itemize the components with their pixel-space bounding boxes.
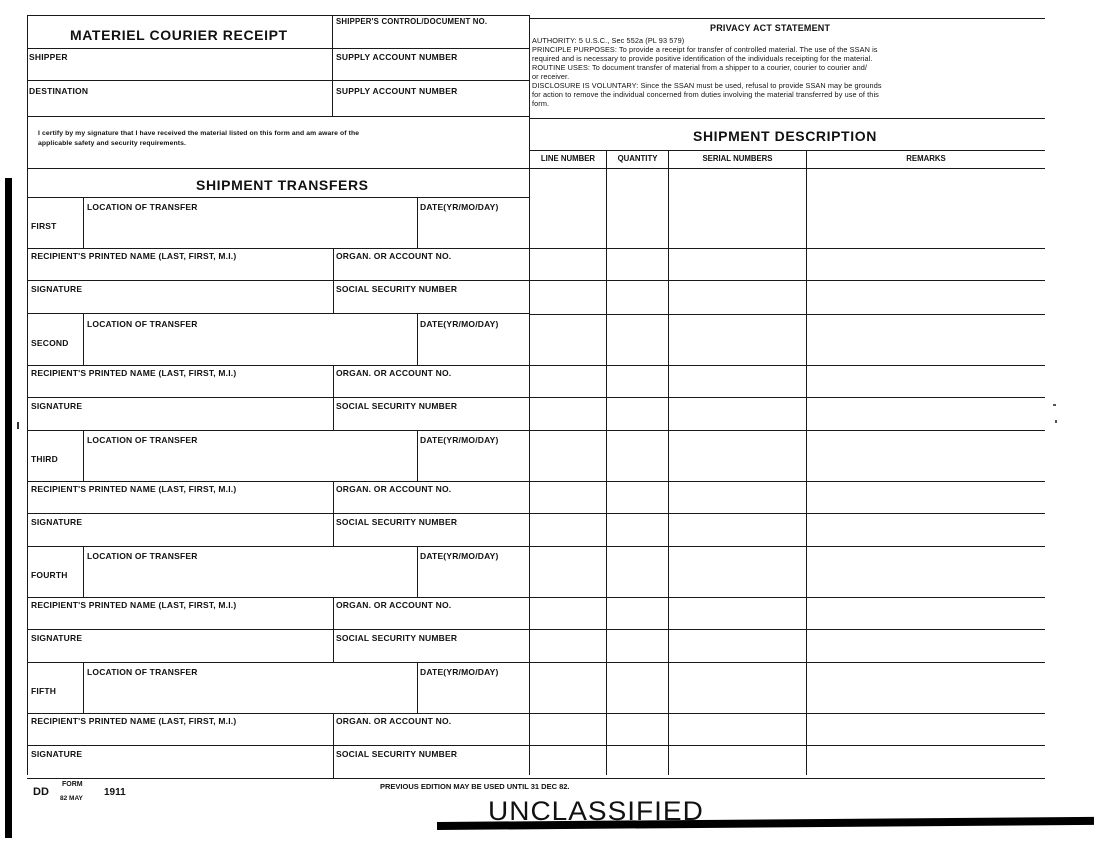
recipient-name-field[interactable]	[30, 611, 329, 628]
privacy-line: AUTHORITY: 5 U.S.C., Sec 552a (PL 93 579)	[532, 36, 685, 45]
privacy-line: for action to remove the individual concerned from duties involving the material transferred by use of this	[532, 90, 879, 99]
serial-numbers-cell[interactable]	[669, 198, 806, 247]
quantity-cell[interactable]	[607, 315, 668, 364]
recipient-name-field[interactable]	[30, 495, 329, 512]
rule-line	[83, 546, 84, 597]
transfer-ordinal: SECOND	[31, 338, 69, 348]
rule-line	[83, 197, 84, 248]
privacy-line: form.	[532, 99, 550, 108]
certification-statement-line2: applicable safety and security requirements.	[38, 140, 186, 147]
footer-form-word: FORM	[62, 781, 83, 788]
remarks-cell[interactable]	[807, 281, 1045, 313]
line-number-cell[interactable]	[530, 547, 606, 596]
quantity-cell[interactable]	[607, 714, 668, 744]
quantity-cell[interactable]	[607, 598, 668, 628]
rule-line	[27, 662, 529, 663]
rule-line	[27, 629, 529, 630]
privacy-line: DISCLOSURE IS VOLUNTARY: Since the SSAN must be used, refusal to provide SSAN may be grounds	[532, 81, 882, 90]
signature-label: SIGNATURE	[31, 633, 83, 643]
location-of-transfer-field[interactable]	[86, 330, 414, 362]
date-label: DATE(YR/MO/DAY)	[420, 667, 499, 677]
line-number-cell[interactable]	[530, 482, 606, 512]
line-number-cell[interactable]	[530, 249, 606, 279]
serial-numbers-cell[interactable]	[669, 663, 806, 712]
col-line-number: LINE NUMBER	[540, 154, 596, 163]
ssn-label: SOCIAL SECURITY NUMBER	[336, 284, 458, 294]
footer-form-number: 1911	[104, 787, 126, 798]
organ-account-label: ORGAN. OR ACCOUNT NO.	[336, 251, 452, 261]
serial-numbers-cell[interactable]	[669, 431, 806, 480]
date-field[interactable]	[420, 678, 526, 710]
remarks-cell[interactable]	[807, 598, 1045, 628]
quantity-cell[interactable]	[607, 431, 668, 480]
scan-speck	[1053, 404, 1056, 406]
transfer-ordinal: FIRST	[31, 221, 57, 231]
line-number-cell[interactable]	[530, 315, 606, 364]
rule-line	[27, 546, 529, 547]
quantity-cell[interactable]	[607, 514, 668, 545]
organ-account-field[interactable]	[336, 262, 526, 279]
signature-field[interactable]	[30, 295, 329, 312]
privacy-act-title: PRIVACY ACT STATEMENT	[710, 23, 831, 33]
quantity-cell[interactable]	[607, 249, 668, 279]
rule-line	[83, 430, 84, 481]
location-of-transfer-field[interactable]	[86, 678, 414, 710]
quantity-cell[interactable]	[607, 547, 668, 596]
ssn-field[interactable]	[336, 528, 526, 545]
rule-line	[417, 662, 418, 713]
rule-line	[27, 745, 529, 746]
rule-line	[417, 546, 418, 597]
serial-numbers-cell[interactable]	[669, 630, 806, 661]
quantity-cell[interactable]	[607, 482, 668, 512]
ssn-label: SOCIAL SECURITY NUMBER	[336, 517, 458, 527]
remarks-cell[interactable]	[807, 315, 1045, 364]
scan-edge-bar-left	[5, 178, 12, 838]
line-number-cell[interactable]	[530, 630, 606, 661]
organ-account-label: ORGAN. OR ACCOUNT NO.	[336, 716, 452, 726]
location-of-transfer-field[interactable]	[86, 213, 414, 245]
remarks-cell[interactable]	[807, 746, 1045, 777]
date-label: DATE(YR/MO/DAY)	[420, 551, 499, 561]
rule-line	[27, 430, 529, 431]
privacy-line: PRINCIPLE PURPOSES: To provide a receipt for transfer of controlled material. The use of the SSAN is	[532, 45, 878, 54]
serial-numbers-cell[interactable]	[669, 746, 806, 777]
signature-label: SIGNATURE	[31, 517, 83, 527]
quantity-cell[interactable]	[607, 663, 668, 712]
quantity-cell[interactable]	[607, 281, 668, 313]
serial-numbers-cell[interactable]	[669, 281, 806, 313]
line-number-cell[interactable]	[530, 281, 606, 313]
signature-field[interactable]	[30, 528, 329, 545]
transfer-ordinal: THIRD	[31, 454, 58, 464]
col-serial-numbers: SERIAL NUMBERS	[702, 154, 773, 163]
ssn-field[interactable]	[336, 412, 526, 429]
line-number-cell[interactable]	[530, 198, 606, 247]
remarks-cell[interactable]	[807, 249, 1045, 279]
location-of-transfer-label: LOCATION OF TRANSFER	[87, 202, 198, 212]
shipper-label: SHIPPER	[29, 52, 68, 62]
remarks-cell[interactable]	[807, 398, 1045, 429]
line-number-cell[interactable]	[530, 398, 606, 429]
remarks-cell[interactable]	[807, 482, 1045, 512]
organ-account-field[interactable]	[336, 379, 526, 396]
remarks-cell[interactable]	[807, 630, 1045, 661]
line-number-cell[interactable]	[530, 598, 606, 628]
edition-note: PREVIOUS EDITION MAY BE USED UNTIL 31 DEC 82.	[380, 782, 570, 791]
remarks-cell[interactable]	[807, 431, 1045, 480]
shipper-control-label: SHIPPER'S CONTROL/DOCUMENT NO.	[336, 17, 488, 26]
remarks-cell[interactable]	[807, 714, 1045, 744]
scan-speck	[1055, 420, 1057, 423]
destination-supply-account-field[interactable]	[336, 96, 526, 114]
destination-label: DESTINATION	[29, 86, 89, 96]
destination-supply-account-label: SUPPLY ACCOUNT NUMBER	[336, 86, 458, 96]
signature-label: SIGNATURE	[31, 284, 83, 294]
organ-account-field[interactable]	[336, 611, 526, 628]
rule-line	[27, 313, 529, 314]
line-number-cell[interactable]	[530, 663, 606, 712]
recipient-name-label: RECIPIENT'S PRINTED NAME (LAST, FIRST, M.I.)	[31, 484, 237, 494]
organ-account-label: ORGAN. OR ACCOUNT NO.	[336, 484, 452, 494]
rule-line	[417, 314, 418, 365]
rule-line	[27, 513, 529, 514]
quantity-cell[interactable]	[607, 398, 668, 429]
remarks-cell[interactable]	[807, 514, 1045, 545]
transfer-ordinal: FOURTH	[31, 570, 68, 580]
privacy-line: or receiver.	[532, 72, 570, 81]
destination-field[interactable]	[29, 96, 329, 114]
serial-numbers-cell[interactable]	[669, 598, 806, 628]
line-number-cell[interactable]	[530, 431, 606, 480]
serial-numbers-cell[interactable]	[669, 547, 806, 596]
location-of-transfer-label: LOCATION OF TRANSFER	[87, 319, 198, 329]
line-number-cell[interactable]	[530, 714, 606, 744]
shipper-field[interactable]	[29, 62, 329, 78]
shipper-supply-account-field[interactable]	[336, 62, 526, 78]
date-field[interactable]	[420, 562, 526, 594]
remarks-cell[interactable]	[807, 198, 1045, 247]
rule-line	[417, 430, 418, 481]
serial-numbers-cell[interactable]	[669, 514, 806, 545]
recipient-name-field[interactable]	[30, 379, 329, 396]
quantity-cell[interactable]	[607, 630, 668, 661]
ssn-field[interactable]	[336, 644, 526, 661]
transfer-ordinal: FIFTH	[31, 686, 57, 696]
date-label: DATE(YR/MO/DAY)	[420, 319, 499, 329]
signature-label: SIGNATURE	[31, 401, 83, 411]
line-number-cell[interactable]	[530, 746, 606, 777]
quantity-cell[interactable]	[607, 366, 668, 396]
col-remarks: REMARKS	[906, 154, 946, 163]
date-label: DATE(YR/MO/DAY)	[420, 435, 499, 445]
rule-line	[417, 197, 418, 248]
col-quantity: QUANTITY	[617, 154, 658, 163]
ssn-label: SOCIAL SECURITY NUMBER	[336, 749, 458, 759]
location-of-transfer-field[interactable]	[86, 562, 414, 594]
recipient-name-label: RECIPIENT'S PRINTED NAME (LAST, FIRST, M.I.)	[31, 716, 237, 726]
classification-marking: UNCLASSIFIED	[488, 796, 704, 826]
organ-account-label: ORGAN. OR ACCOUNT NO.	[336, 600, 452, 610]
location-of-transfer-field[interactable]	[86, 446, 414, 478]
shipment-transfers-title: SHIPMENT TRANSFERS	[196, 177, 369, 193]
certification-statement-line1: I certify by my signature that I have received the material listed on this form and am aware of the	[38, 130, 360, 137]
line-number-cell[interactable]	[530, 514, 606, 545]
organ-account-field[interactable]	[336, 495, 526, 512]
date-field[interactable]	[420, 330, 526, 362]
serial-numbers-cell[interactable]	[669, 398, 806, 429]
date-label: DATE(YR/MO/DAY)	[420, 202, 499, 212]
rule-line	[83, 662, 84, 713]
serial-numbers-cell[interactable]	[669, 482, 806, 512]
serial-numbers-cell[interactable]	[669, 714, 806, 744]
quantity-cell[interactable]	[607, 746, 668, 777]
form-title: MATERIEL COURIER RECEIPT	[70, 27, 288, 43]
recipient-name-label: RECIPIENT'S PRINTED NAME (LAST, FIRST, M.I.)	[31, 368, 237, 378]
remarks-cell[interactable]	[807, 547, 1045, 596]
shipper-control-field[interactable]	[336, 28, 526, 46]
ssn-label: SOCIAL SECURITY NUMBER	[336, 401, 458, 411]
serial-numbers-cell[interactable]	[669, 366, 806, 396]
signature-field[interactable]	[30, 644, 329, 661]
ssn-field[interactable]	[336, 760, 526, 777]
location-of-transfer-label: LOCATION OF TRANSFER	[87, 435, 198, 445]
footer-dd: DD	[33, 786, 49, 798]
rule-line	[83, 314, 84, 365]
remarks-cell[interactable]	[807, 366, 1045, 396]
serial-numbers-cell[interactable]	[669, 249, 806, 279]
shipment-description-title: SHIPMENT DESCRIPTION	[693, 128, 877, 144]
remarks-cell[interactable]	[807, 663, 1045, 712]
description-row-rule	[529, 778, 1045, 779]
signature-field[interactable]	[30, 412, 329, 429]
serial-numbers-cell[interactable]	[669, 315, 806, 364]
date-field[interactable]	[420, 446, 526, 478]
quantity-cell[interactable]	[607, 198, 668, 247]
recipient-name-field[interactable]	[30, 262, 329, 279]
privacy-line: required and is necessary to provide positive identification of the individuals receipting for the material.	[532, 54, 873, 63]
footer-form-date: 82 MAY	[60, 795, 83, 802]
rule-line	[27, 248, 529, 249]
ssn-label: SOCIAL SECURITY NUMBER	[336, 633, 458, 643]
privacy-line: ROUTINE USES: To document transfer of material from a shipper to a courier, courier to courier and/	[532, 63, 868, 72]
rule-line	[27, 280, 529, 281]
organ-account-field[interactable]	[336, 727, 526, 744]
signature-field[interactable]	[30, 760, 329, 777]
location-of-transfer-label: LOCATION OF TRANSFER	[87, 667, 198, 677]
recipient-name-field[interactable]	[30, 727, 329, 744]
date-field[interactable]	[420, 213, 526, 245]
rule-line	[27, 778, 529, 779]
rule-line	[27, 397, 529, 398]
location-of-transfer-label: LOCATION OF TRANSFER	[87, 551, 198, 561]
organ-account-label: ORGAN. OR ACCOUNT NO.	[336, 368, 452, 378]
signature-label: SIGNATURE	[31, 749, 83, 759]
line-number-cell[interactable]	[530, 366, 606, 396]
rule-line	[27, 713, 529, 714]
recipient-name-label: RECIPIENT'S PRINTED NAME (LAST, FIRST, M.I.)	[31, 251, 237, 261]
ssn-field[interactable]	[336, 295, 526, 312]
rule-line	[27, 597, 529, 598]
rule-line	[27, 481, 529, 482]
shipper-supply-account-label: SUPPLY ACCOUNT NUMBER	[336, 52, 458, 62]
recipient-name-label: RECIPIENT'S PRINTED NAME (LAST, FIRST, M.I.)	[31, 600, 237, 610]
scan-speck	[17, 422, 19, 429]
rule-line	[27, 365, 529, 366]
